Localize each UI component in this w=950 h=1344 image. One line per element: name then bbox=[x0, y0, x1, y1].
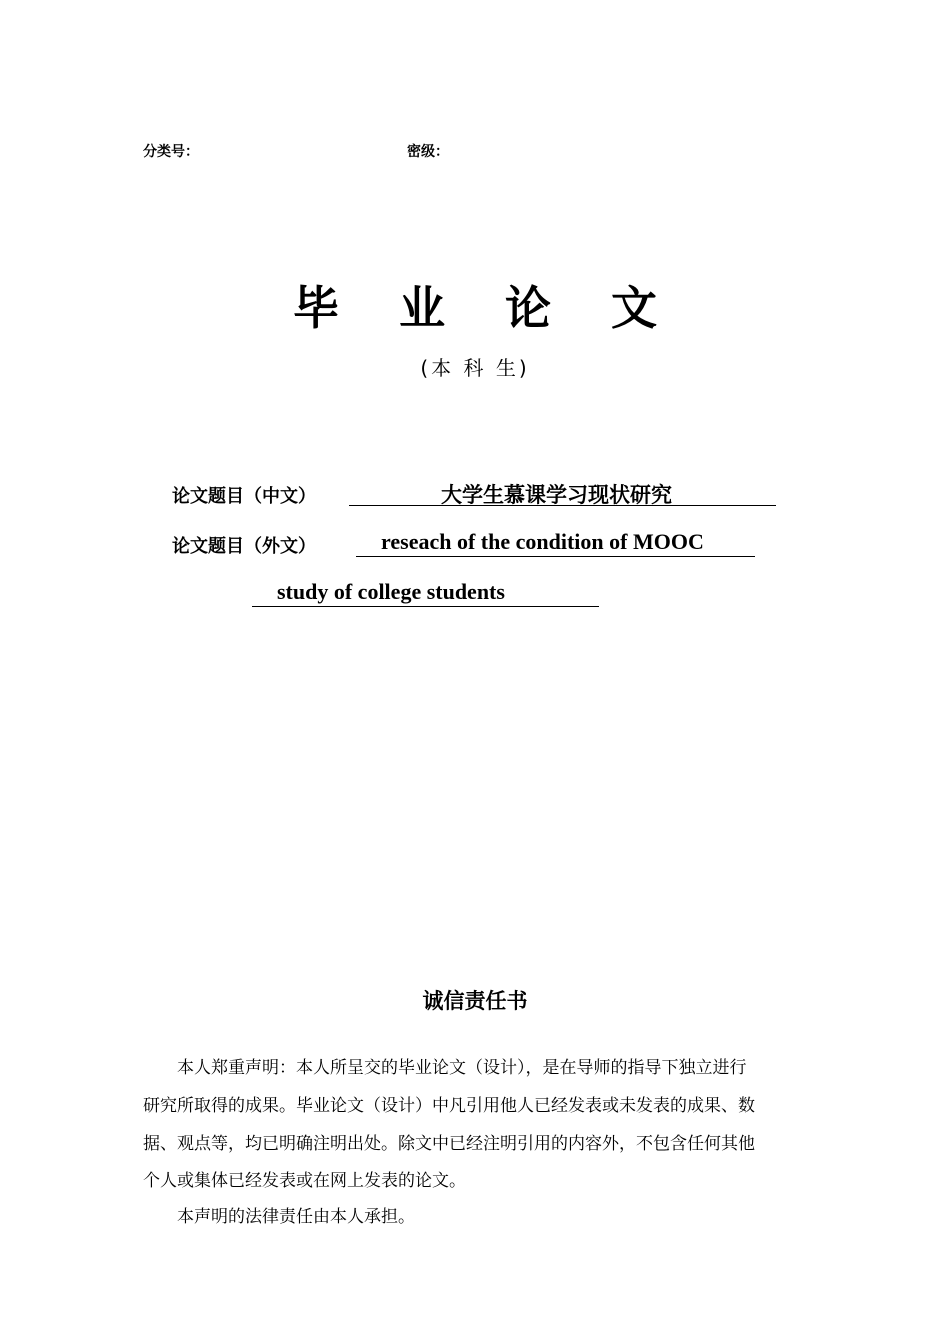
page-title: 毕 业 论 文 bbox=[292, 281, 680, 335]
integrity-line: 个人或集体已经发表或在网上发表的论文。 bbox=[143, 1171, 466, 1191]
integrity-line: 本人郑重声明：本人所呈交的毕业论文（设计），是在导师的指导下独立进行 bbox=[177, 1058, 747, 1078]
integrity-heading: 诚信责任书 bbox=[422, 989, 528, 1013]
classification-label: 分类号： bbox=[143, 144, 199, 160]
thesis-cn-title: 大学生慕课学习现状研究 bbox=[441, 483, 672, 507]
thesis-en-label: 论文题目（外文） bbox=[172, 536, 316, 557]
thesis-cn-label: 论文题目（中文） bbox=[172, 486, 316, 507]
thesis-en-title-line2: study of college students bbox=[277, 579, 505, 604]
secrecy-label: 密级： bbox=[407, 144, 449, 160]
integrity-line: 据、观点等，均已明确注明出处。除文中已经注明引用的内容外，不包含任何其他 bbox=[143, 1134, 755, 1154]
integrity-line: 研究所取得的成果。毕业论文（设计）中凡引用他人已经发表或未发表的成果、数 bbox=[143, 1096, 755, 1116]
page-subtitle: (本 科 生) bbox=[420, 356, 530, 380]
integrity-line: 本声明的法律责任由本人承担。 bbox=[177, 1207, 415, 1227]
thesis-en-title-line1: reseach of the condition of MOOC bbox=[381, 529, 704, 554]
